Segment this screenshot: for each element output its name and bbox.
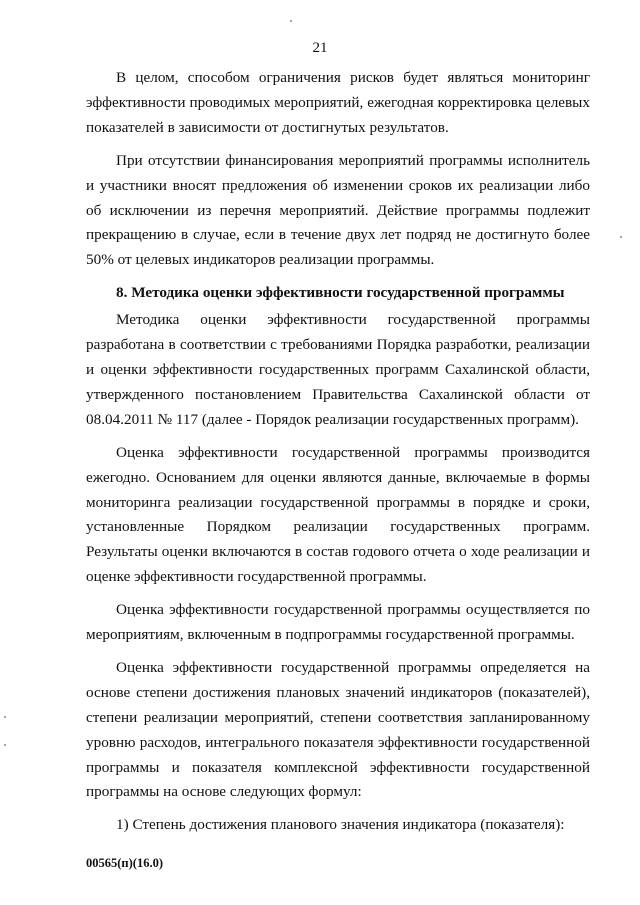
paragraph-methodology: Методика оценки эффективности государственной программы разработана в соответствии с требованиями Порядка разработки, реализации и оценки эффективности государственных программ Сахалинской области, утвержденного постановлением Правительства Сахалинской области от 08.04.2011 № 117 (далее - Порядок реализации государственных программ). — [86, 311, 590, 428]
paragraph-evaluation-scope: Оценка эффективности государственной программы осуществляется по мероприятиям, включенным в подпрограммы государственной программы. — [86, 601, 590, 644]
paragraph-financing: При отсутствии финансирования мероприятий программы исполнитель и участники вносят предложения об изменении сроков их реализации либо об исключении из перечня мероприятий. Действие программы подлежит прекращению в случае, если в течение двух лет подряд не достигнуто более 50% от целевых индикаторов реализации программы. — [86, 151, 590, 269]
paragraph-evaluation-basis: Оценка эффективности государственной программы определяется на основе степени достижения плановых значений индикаторов (показателей), степени реализации мероприятий, степени соответствия запланированному уровню расходов, интегрального показателя эффективности государственной программы и показателя комплексной эффективности государственной программы на основе следующих формул: — [86, 658, 590, 801]
paragraph-risk-monitoring: В целом, способом ограничения рисков будет являться мониторинг эффективности проводимых мероприятий, ежегодная корректировка целевых показателей в зависимости от достигнутых результатов. — [86, 69, 590, 136]
scan-artifact — [290, 20, 292, 22]
section-heading: 8. Методика оценки эффективности государственной программы — [116, 284, 565, 302]
document-body — [86, 66, 590, 838]
formula-item-1: 1) Степень достижения планового значения индикатора (показателя): — [116, 816, 565, 834]
scan-artifact — [4, 716, 6, 718]
document-code: 00565(п)(16.0) — [86, 856, 163, 870]
paragraph-annual-evaluation: Оценка эффективности государственной программы производится ежегодно. Основанием для оценки являются данные, включаемые в формы мониторинга реализации государственной программы в порядке и сроки, установленные Порядком реализации государственных программ. Результаты оценки включаются в состав годового отчета о ходе реализации и оценке эффективности государственной программы. — [86, 443, 590, 586]
page-number: 21 — [312, 40, 328, 56]
scan-artifact — [620, 236, 622, 238]
scan-artifact — [4, 744, 6, 746]
